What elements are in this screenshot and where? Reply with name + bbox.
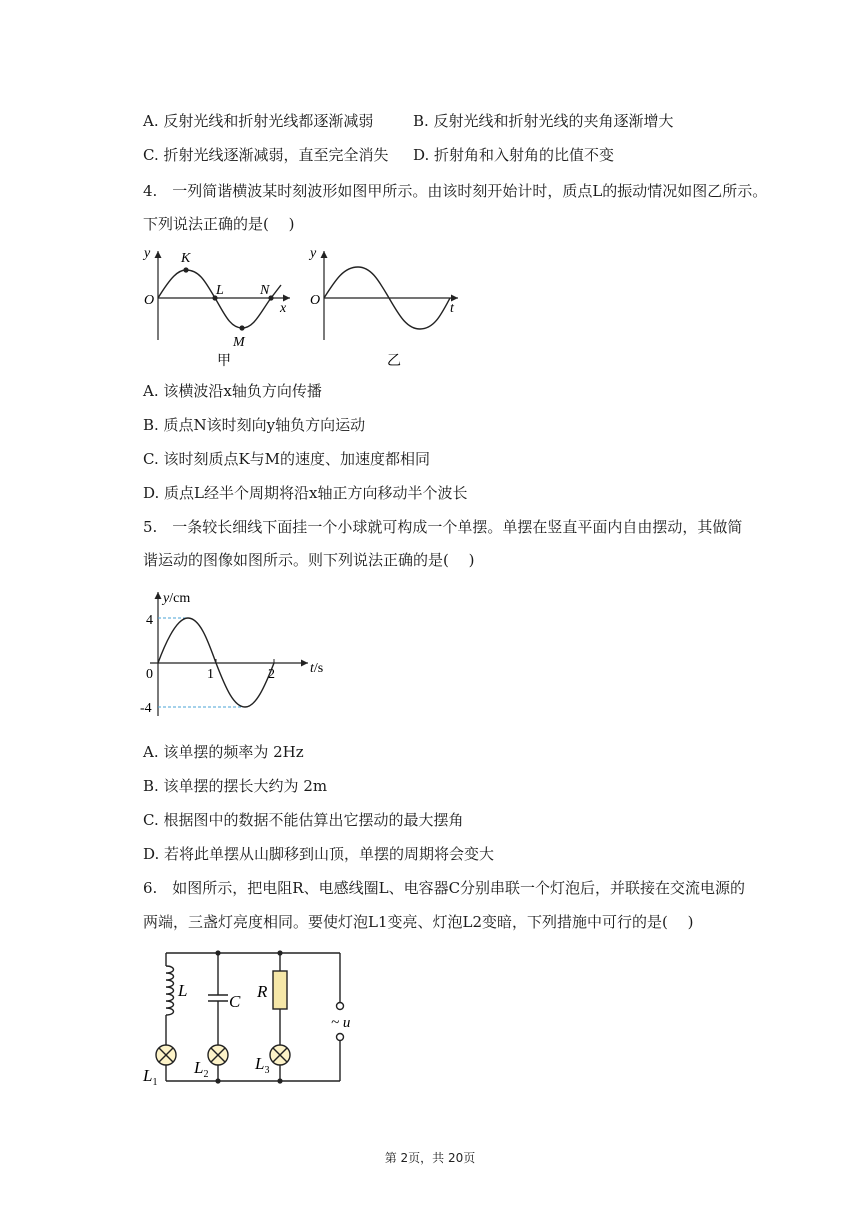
label-l: L <box>216 283 224 298</box>
resistor-label: R <box>257 982 268 1001</box>
graph-y-label: y/cm <box>163 591 191 606</box>
inductor-coil <box>166 966 174 1015</box>
q4-option-a: A. 该横波沿x轴负方向传播 <box>143 382 322 400</box>
lamp-l1-label: $L_1$ <box>143 1066 158 1088</box>
q4-option-b: B. 质点N该时刻向y轴负方向运动 <box>143 416 366 434</box>
jia-wave-curve <box>158 270 281 328</box>
pendulum-graph <box>138 586 338 722</box>
source-terminal-bottom <box>337 1034 344 1041</box>
wave-figure-yi <box>308 246 458 369</box>
label-k: K <box>181 251 191 266</box>
lamp-l2-label: $L_2$ <box>194 1058 209 1080</box>
wave-figures <box>138 243 468 373</box>
q5-option-d: D. 若将此单摆从山脚移到山顶，单摆的周期将会变大 <box>143 845 495 863</box>
source-terminal-top <box>337 1003 344 1010</box>
point-k <box>183 267 188 272</box>
yi-origin-label: O <box>310 293 321 308</box>
source-label: ~ u <box>331 1015 351 1031</box>
yi-y-label: y <box>310 246 317 261</box>
y-min-label: -4 <box>140 701 152 716</box>
point-m <box>239 325 244 330</box>
jia-x-label: x <box>280 301 287 316</box>
q3-option-b: B. 反射光线和折射光线的夹角逐渐增大 <box>413 112 674 130</box>
q5-option-c: C. 根据图中的数据不能估算出它摆动的最大摆角 <box>143 811 464 829</box>
label-n: N <box>260 283 270 298</box>
resistor <box>273 971 287 1009</box>
page-footer: 第 2页，共 20页 <box>384 1151 476 1165</box>
capacitor-label: C <box>229 992 241 1011</box>
q5-stem-line2: 谐运动的图像如图所示。则下列说法正确的是( ) <box>143 551 475 569</box>
q5-option-a: A. 该单摆的频率为 2Hz <box>143 743 304 761</box>
q3-option-c: C. 折射光线逐渐减弱，直至完全消失 <box>143 146 389 164</box>
yi-t-label: t <box>450 301 454 316</box>
jia-origin-label: O <box>144 293 155 308</box>
q4-stem-line1: 4. 一列简谐横波某时刻波形如图甲所示。由该时刻开始计时，质点L的振动情况如图乙所示。 <box>143 182 768 200</box>
q6-stem-line2: 两端，三盏灯亮度相同。要使灯泡L1变亮、灯泡L2变暗，下列措施中可行的是( ) <box>143 913 694 931</box>
q4-option-d: D. 质点L经半个周期将沿x轴正方向移动半个波长 <box>143 484 468 502</box>
x-2-label: 2 <box>268 667 275 682</box>
q3-option-d: D. 折射角和入射角的比值不变 <box>413 146 615 164</box>
q5-stem-line1: 5. 一条较长细线下面挂一个小球就可构成一个单摆。单摆在竖直平面内自由摆动，其做简 <box>143 518 743 536</box>
q4-stem-line2: 下列说法正确的是( ) <box>143 215 295 233</box>
q6-stem-line1: 6. 如图所示，把电阻R、电感线圈L、电容器C分别串联一个灯泡后，并联接在交流电源的 <box>143 879 746 897</box>
x-1-label: 1 <box>207 667 214 682</box>
graph-t-label: t/s <box>310 661 324 676</box>
q3-option-a: A. 反射光线和折射光线都逐渐减弱 <box>143 112 374 130</box>
caption-yi: 乙 <box>387 354 401 369</box>
inductor-label: L <box>178 981 188 1000</box>
caption-jia: 甲 <box>217 354 231 369</box>
q4-option-c: C. 该时刻质点K与M的速度、加速度都相同 <box>143 450 431 468</box>
label-m: M <box>233 335 245 350</box>
wave-figure-jia <box>142 246 290 369</box>
circuit-diagram <box>140 944 370 1089</box>
origin-label: 0 <box>146 667 153 682</box>
lamp-l3-label: $L_3$ <box>255 1054 270 1076</box>
q5-option-b: B. 该单摆的摆长大约为 2m <box>143 777 328 795</box>
y-max-label: 4 <box>146 613 153 628</box>
jia-y-label: y <box>144 246 151 261</box>
